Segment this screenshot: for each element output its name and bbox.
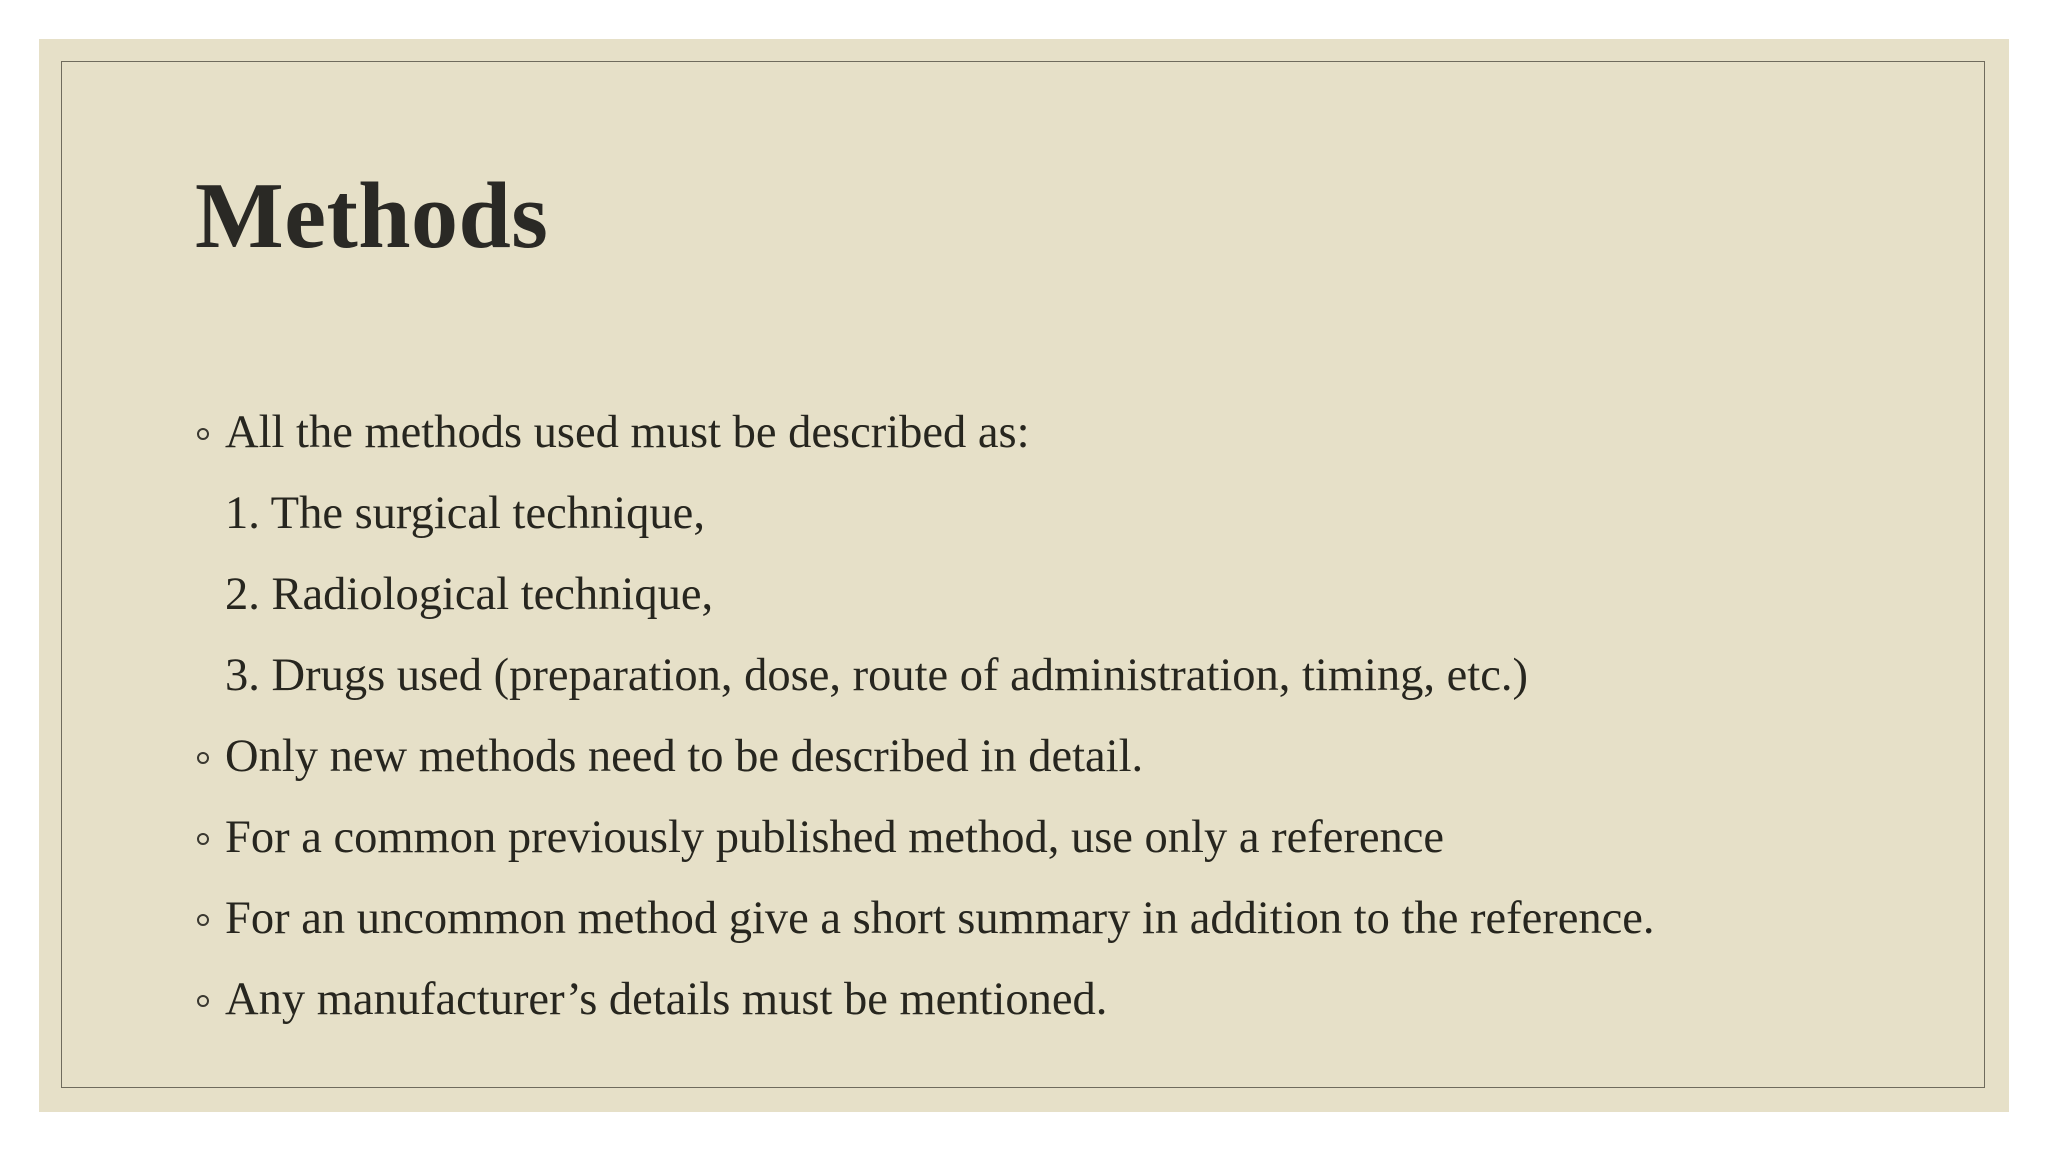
numbered-item	[195, 635, 1955, 716]
slide	[39, 39, 2009, 1112]
bullet-item-text: Any manufacturer’s details must be mentioned.	[225, 974, 1108, 1025]
bullet-item	[195, 392, 1955, 473]
hollow-circle-bullet-icon	[197, 995, 209, 1007]
slide-title: Methods	[195, 164, 549, 268]
numbered-item-text: 2. Radiological technique,	[225, 569, 714, 620]
bullet-item-text: For an uncommon method give a short summary in addition to the reference.	[225, 893, 1655, 944]
bullet-item	[195, 959, 1955, 1040]
numbered-item	[195, 554, 1955, 635]
slide-content-list	[195, 392, 1955, 1040]
hollow-circle-bullet-icon	[197, 914, 209, 926]
numbered-item	[195, 473, 1955, 554]
numbered-item-text: 3. Drugs used (preparation, dose, route of administration, timing, etc.)	[225, 650, 1528, 701]
bullet-item	[195, 797, 1955, 878]
hollow-circle-bullet-icon	[197, 428, 209, 440]
bullet-item-text: All the methods used must be described as:	[225, 407, 1030, 458]
numbered-item-text: 1. The surgical technique,	[225, 488, 705, 539]
bullet-item-text: Only new methods need to be described in detail.	[225, 731, 1144, 782]
bullet-item	[195, 716, 1955, 797]
hollow-circle-bullet-icon	[197, 833, 209, 845]
bullet-item-text: For a common previously published method, use only a reference	[225, 812, 1445, 863]
hollow-circle-bullet-icon	[197, 752, 209, 764]
bullet-item	[195, 878, 1955, 959]
